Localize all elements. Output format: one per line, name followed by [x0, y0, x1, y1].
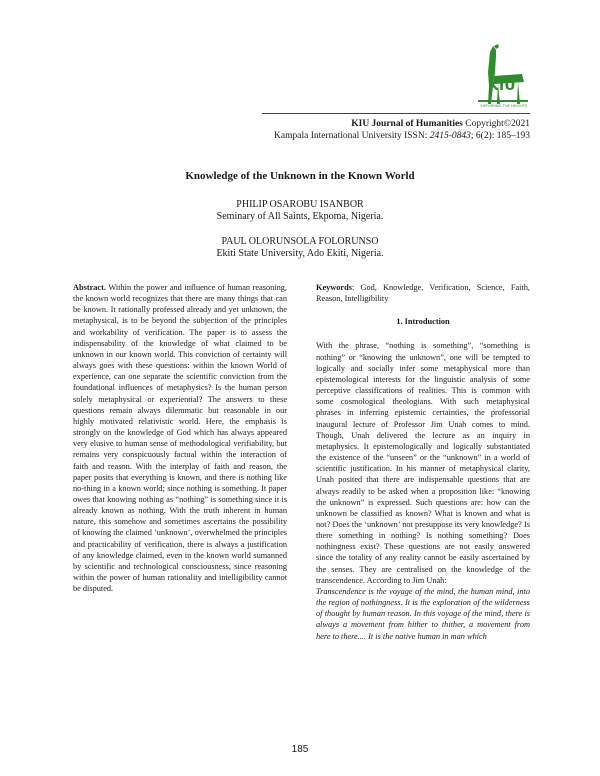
volume-pages: ; 6(2): 185–193 [470, 131, 530, 141]
abstract [73, 282, 287, 594]
abstract-column [73, 282, 287, 594]
author-1-name: PHILIP OSAROBU ISANBOR [236, 199, 364, 210]
issn: 2415-0843 [429, 131, 471, 141]
journal-issn-line [262, 130, 530, 142]
logo-caption: EXPLORING THE HEIGHTS [480, 104, 528, 108]
keywords [316, 282, 530, 304]
section-heading-introduction: 1. Introduction [396, 317, 450, 327]
author-1-affiliation: Seminary of All Saints, Ekpoma, Nigeria. [216, 211, 384, 222]
right-column [316, 282, 530, 642]
journal-title: KIU Journal of Humanities [351, 119, 463, 129]
giraffe-icon [478, 42, 528, 106]
keywords-label: Keywords [316, 283, 352, 292]
abstract-text: Within the power and influence of human reasoning, the known world recognizes that there are many things that can be known. It rationally professed already and yet unknown, the metaphysical, is to be beyond the subjection of the principles and workability of verification. The paper is to assess the indispensability of the knowledge of what claimed to be unknown in our known world. This conviction of certainty will always goes with these questions: within the known World of experience, can one separate the scientific conviction from the foundational influences of metaphysics? Is the human person solely metaphysical or experiential? The answers to these questions remain always dilemmatic but reasonable in our highly motivated relativistic world. Here, the emphasis is strongly on the knowledge of God which has always appeared very elusive to human sense of methodological verifiability, but remains very conspicuously factual within the interaction of faith and reason. With the interplay of faith and reason, the paper posits that everything is known, and there is nothing like no-thing in a known world; since nothing is something. It paper owes that knowing nothing as “nothing” is something since it is already known as nothing. With the truth inherent in human nature, this somehow and sometimes ascertains the possibility of knowing the claimed ‘unknown’, overwhelmed the principles and practicability of verification, there is always a justification of any knowledge claimed, even in the known world sumanned by scientific and technological consciousness, since reasoning within the power of human rationality and intelligibility cannot be disputed. [73, 283, 287, 594]
logo-wordmark: KIU [488, 78, 516, 94]
header-rule [262, 113, 530, 114]
kiu-logo [478, 42, 528, 106]
abstract-label: Abstract. [73, 283, 106, 292]
author-2-name: PAUL OLORUNSOLA FOLORUNSO [221, 236, 379, 247]
copyright: Copyright©2021 [465, 119, 530, 129]
intro-paragraph: With the phrase, “nothing is something”, “something is nothing” or “knowing the unknown”, one will be tempted to logically and socially infer some metaphysical more than epistemological interests for the linguistic analysis of some perceptive classifications of realities. This is common with some cosmological theologians. With such metaphysical phrases in inferring epistemic certainties, the professorial inaugural lecture of Professor Jim Unah comes to mind. Though, Unah delivered the lecture as an inquiry in metaphysics. It epistemologically and logically substantiated the existence of the “unseen” or the “unknown” in a world of scientific justification. In his manner of metaphysical clarity, Unah posited that there are indispensable questions that are always readily to be asked when a proposition like: “knowing the unknown” is expressed. Such questions are: how can the unknown be classified as known? What is known and what is not? Does the ‘unknown’ not presuppose its very knowledge? Is there something in nothing? Is nothing something? Does nothingness exist? These questions are not easily answered since the totality of any reality cannot be easily ascertained by the senses. They are centralised on the knowledge of the transcendence. According to Jim Unah: [316, 341, 530, 585]
page-number: 185 [291, 744, 309, 755]
keywords-text: : God, Knowledge, Verification, Science, Faith, Reason, Intelligibility [316, 283, 530, 304]
paper-title: Knowledge of the Unknown in the Known World [185, 170, 415, 182]
intro-quote: Transcendence is the voyage of the mind, the human mind, into the region of nothingness. It is the exploration of the wilderness of thought by human reason. In this voyage of the mind, there is always a movement from hither to thither, a movement from here to there.... It is the native human in man which [316, 586, 530, 641]
author-2-affiliation: Ekiti State University, Ado Ekiti, Nigeria. [216, 248, 384, 259]
kiu-logo-text [488, 78, 528, 94]
institution: Kampala International University ISSN: [274, 131, 428, 141]
journal-header [262, 118, 530, 130]
